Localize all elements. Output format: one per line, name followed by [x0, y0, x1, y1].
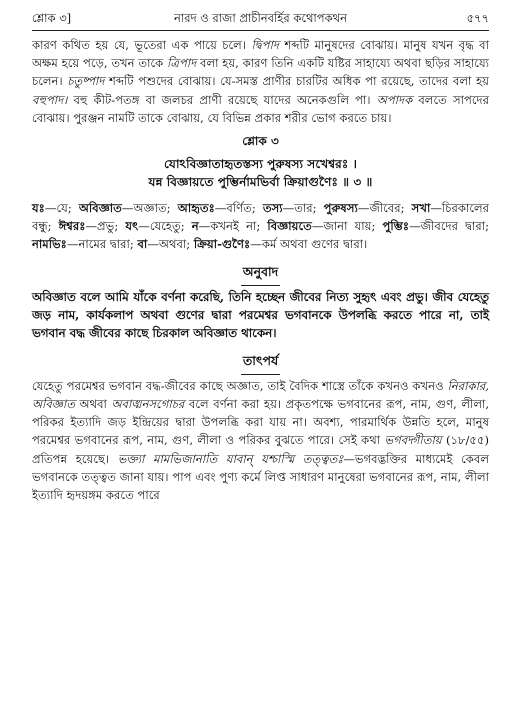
intro-segment: কারণ কথিত হয় যে, ভূতেরা এক পায়ে চলে। — [32, 38, 252, 52]
intro-segment: বহু কীট-পতঙ্গ বা জলচর প্রাণী রয়েছে যাদের অনেকগুলি পা। — [67, 92, 377, 107]
purport-segment: ভক্ত্যা মামভিজানাতি যাবান্ যশ্চাস্মি তত্ত্বতঃ — [117, 451, 344, 466]
intro-segment: শব্দটি মানুষদের বোঝায়। মানুষ যখন বৃদ্ধ বা অক্ষম হয়ে পড়ে, তখন তাকে — [32, 38, 489, 71]
verse-line-1: যোঽবিজ্ঞাতাহৃতস্তস্য পুরুষস্য সখেশ্বরঃ । — [163, 157, 357, 172]
synonym-word: অবিজ্ঞাত — [78, 201, 122, 216]
synonym-meaning: বর্ণিত; — [226, 201, 263, 216]
translation-heading-text: অনুবাদ — [241, 264, 280, 286]
purport-segment: অথবা — [74, 397, 112, 412]
synonym-meaning: প্রভু; — [97, 219, 126, 234]
intro-paragraph — [32, 36, 489, 127]
synonym-word: আহৃতঃ — [177, 201, 215, 216]
synonym-meaning: কর্ম অথবা গুণের দ্বারা। — [261, 237, 368, 252]
verse-line-2: যন্ন বিজ্ঞায়তে পুম্ভির্নামভির্বা ক্রিয়াগুণৈঃ ॥ ৩ ॥ — [148, 175, 373, 190]
intro-segment: চতুষ্পাদ — [67, 74, 105, 89]
header-page-number: ৫৭৭ — [466, 11, 489, 25]
synonym-word: বা — [137, 237, 148, 252]
synonym-meaning: কখনই না; — [210, 219, 268, 234]
synonym-word: তস্য — [262, 201, 283, 216]
synonym-word: ঈশ্বরঃ — [58, 219, 86, 234]
synonym-meaning: তার; — [294, 201, 324, 216]
synonym-word: বিজ্ঞায়তে — [267, 219, 312, 234]
purport-segment: ভগবদ্গীতায় — [384, 433, 442, 448]
synonym-word: পুম্ভিঃ — [382, 219, 410, 234]
header-verse-ref: শ্লোক ৩] — [32, 11, 72, 25]
purport-segment: (১৮/৫৫) প্রতিপন্ন হয়েছে। — [32, 433, 489, 466]
purport-segment: অবাঙ্মনসগোচর — [111, 397, 185, 412]
intro-segment: বলা হয়, কারণ তিনি একটি যষ্টির সাহায্যে অথবা ছড়ির সাহায্যে চলেন। — [32, 56, 490, 89]
verse-title: শ্লোক ৩ — [242, 134, 279, 149]
synonyms-paragraph: যঃ—যে; অবিজ্ঞাত—অজ্ঞাত; আহৃতঃ—বর্ণিত; তস্য—তার; পুরুষস্য—জীবের; সখা—চিরকালের বন্ধু; ঈশ্বরঃ—প্রভু; যৎ—যেহেতু; ন—কখনই না; বিজ্ঞায়তে—জানা যায়; পুম্ভিঃ—জীবদের দ্বারা; নামভিঃ—নামের দ্বারা; বা—অথবা; ক্রিয়া-গুণৈঃ—কর্ম অথবা গুণের দ্বারা। — [32, 201, 490, 252]
intro-segment: ত্রিপাদ — [167, 56, 197, 71]
synonym-word: পুরুষস্য — [323, 201, 358, 216]
intro-segment: শব্দটি পশুদের বোঝায়। যে-সমস্ত প্রাণীর চারটির অধিক পা রয়েছে, তাদের বলা হয় — [104, 74, 489, 89]
purport-paragraph — [32, 377, 489, 504]
synonym-meaning: জানা যায়; — [323, 219, 383, 234]
synonym-meaning: অথবা; — [158, 237, 194, 252]
synonym-word: ক্রিয়া-গুণৈঃ — [193, 237, 251, 252]
page-body — [32, 36, 489, 504]
purport-segment: নিরাকার, অবিজ্ঞাত — [32, 378, 489, 412]
intro-segment: বহুপাদ। — [32, 92, 68, 107]
header-rule — [32, 30, 489, 31]
purport-heading — [32, 353, 489, 375]
synonym-meaning: জীবদের দ্বারা; — [420, 219, 489, 234]
intro-segment: অপাদক — [376, 92, 413, 107]
intro-segment: দ্বিপাদ — [251, 38, 279, 52]
synonym-meaning: যেহেতু; — [149, 219, 192, 234]
synonym-word: যৎ — [125, 219, 139, 234]
purport-segment: যেহেতু পরমেশ্বর ভগবান বদ্ধ-জীবের কাছে অজ্ঞাত, তাই বৈদিক শাস্ত্রে তাঁকে কখনও কখনও — [32, 378, 448, 393]
synonym-meaning: চিরকালের বন্ধু; — [32, 201, 490, 234]
translation-paragraph: অবিজ্ঞাত বলে আমি যাঁকে বর্ণনা করেছি, তিনি হচ্ছেন জীবের নিত্য সুহৃৎ এবং প্রভু। জীব যেহেতু জড় নাম, কার্যকলাপ অথবা গুণের দ্বারা পরমেশ্বর ভগবানকে উপলব্ধি করতে পারে না, তাই ভগবান বদ্ধ জীবের কাছে চিরকাল অবিজ্ঞাত থাকেন। — [32, 289, 489, 341]
purport-heading-text: তাৎপর্য — [241, 353, 280, 375]
synonym-meaning: জীবের; — [369, 201, 412, 216]
synonym-meaning: অজ্ঞাত; — [133, 201, 178, 216]
translation-heading — [32, 264, 489, 286]
purport-segment: —ভগবদ্ভক্তির মাধ্যমেই কেবল ভগবানকে তত্ত্বত জানা যায়। পাপ এবং পুণ্য কর্মে লিপ্ত সাধারণ মানুষেরা ভগবানের রূপ, নাম, লীলা ইত্যাদি হৃদয়ঙ্গম করতে পারে — [32, 451, 489, 503]
header-chapter-title: নারদ ও রাজা প্রাচীনবর্হির কথোপকথন — [174, 11, 347, 25]
purport-segment: বলে বর্ণনা করা হয়। প্রকৃতপক্ষে ভগবানের রূপ, নাম, গুণ, লীলা, পরিকর ইত্যাদি জড় ইন্দ্রিয়ের দ্বারা উপলব্ধি করা যায় না। অবশ্য, পারমার্থিক উন্নতি হলে, মানুষ পরমেশ্বর ভগবানের রূপ, নাম, গুণ, লীলা ও পরিকর বুঝতে পারে। সেই কথা — [32, 397, 490, 448]
intro-segment: বলতে সাপদের বোঝায়। পুরঞ্জন নামটি তাকে বোঝায়, যে বিভিন্ন প্রকার শরীর ভোগ করতে চায়। — [32, 92, 489, 125]
synonym-word: যঃ — [32, 201, 45, 216]
synonym-meaning: নামের দ্বারা; — [78, 237, 138, 252]
page-header — [32, 10, 489, 28]
synonym-word: ন — [191, 219, 199, 234]
synonym-word: নামভিঃ — [32, 237, 67, 252]
synonym-meaning: যে; — [56, 201, 79, 216]
synonym-word: সখা — [411, 201, 431, 216]
